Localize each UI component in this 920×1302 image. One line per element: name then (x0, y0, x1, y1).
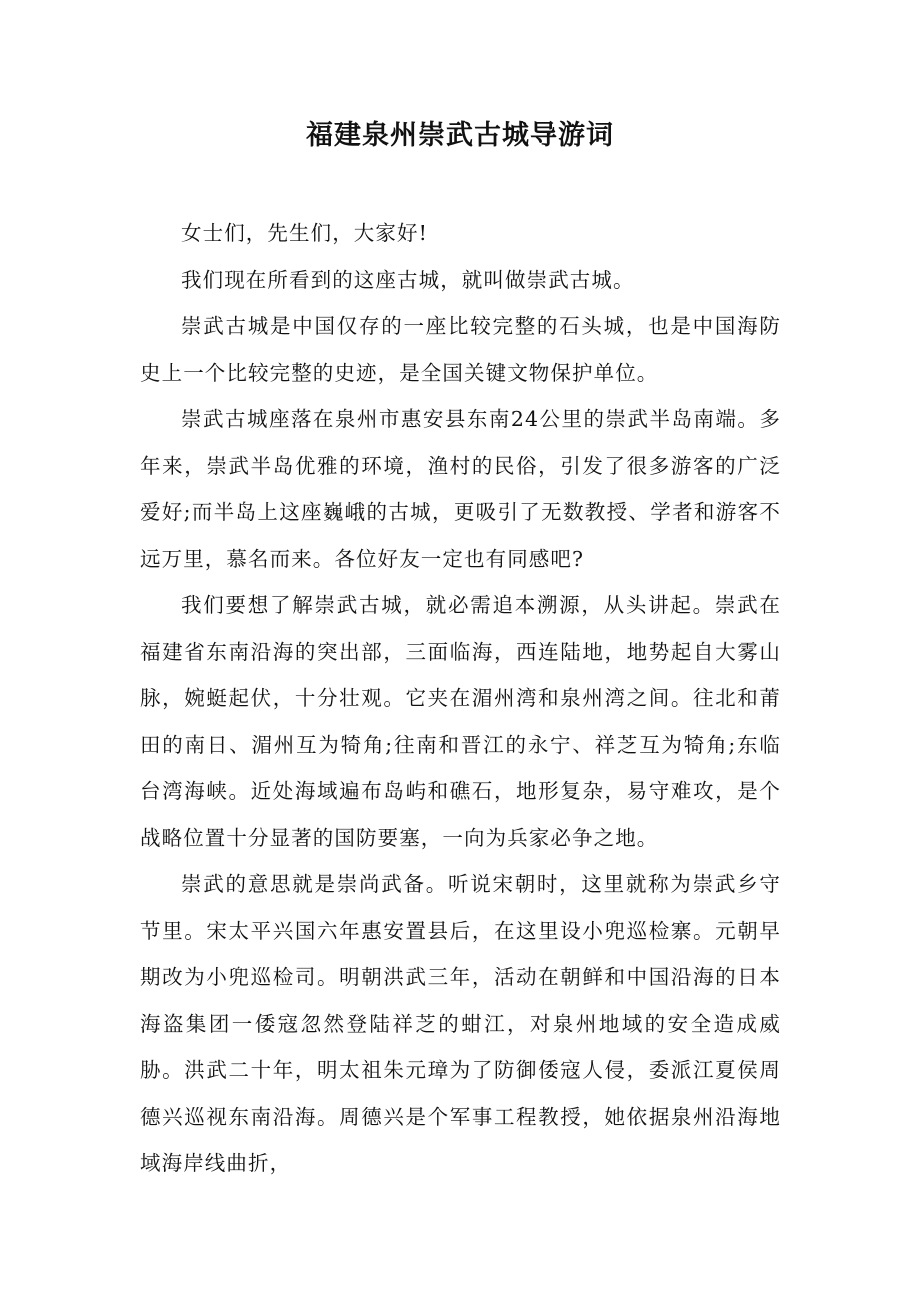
paragraph-geography: 我们要想了解崇武古城，就必需追本溯源，从头讲起。崇武在福建省东南沿海的突出部，三面临海，西连陆地，地势起自大雾山脉，婉蜓起伏，十分壮观。它夹在湄州湾和泉州湾之间。往北和莆田的南日、湄州互为犄角;往南和晋江的永宁、祥芝互为犄角;东临台湾海峡。近处海域遍布岛屿和礁石，地形复杂，易守难攻，是个战略位置十分显著的国防要塞，一向为兵家必争之地。 (140, 593, 781, 850)
paragraph-history: 崇武的意思就是崇尚武备。听说宋朝时，这里就称为崇武乡守节里。宋太平兴国六年惠安置县后，在这里设小兜巡检寨。元朝早期改为小兜巡检司。明朝洪武三年，活动在朝鲜和中国沿海的日本海盗集团一倭寇忽然登陆祥芝的蚶江，对泉州地域的安全造成威胁。洪武二十年，明太祖朱元璋为了防御倭寇人侵，委派江夏侯周德兴巡视东南沿海。周德兴是个军事工程教授，她依据泉州沿海地域海岸线曲折， (140, 872, 781, 1175)
paragraph-intro: 我们现在所看到的这座古城，就叫做崇武古城。 (181, 267, 635, 292)
document-body (140, 210, 781, 1187)
paragraph-greeting: 女士们，先生们，大家好! (181, 221, 428, 245)
document-title: 福建泉州崇武古城导游词 (306, 120, 614, 151)
paragraph-location: 崇武古城座落在泉州市惠安县东南24公里的崇武半岛南端。多年来，崇武半岛优雅的环境，渔村的民俗，引发了很多游客的广泛爱好;而半岛上这座巍峨的古城，更吸引了无数教授、学者和游客不远万里，慕名而来。各位好友一定也有同感吧? (140, 407, 781, 571)
paragraph-significance: 崇武古城是中国仅存的一座比较完整的石头城，也是中国海防史上一个比较完整的史迹，是全国关键文物保护单位。 (140, 314, 781, 385)
